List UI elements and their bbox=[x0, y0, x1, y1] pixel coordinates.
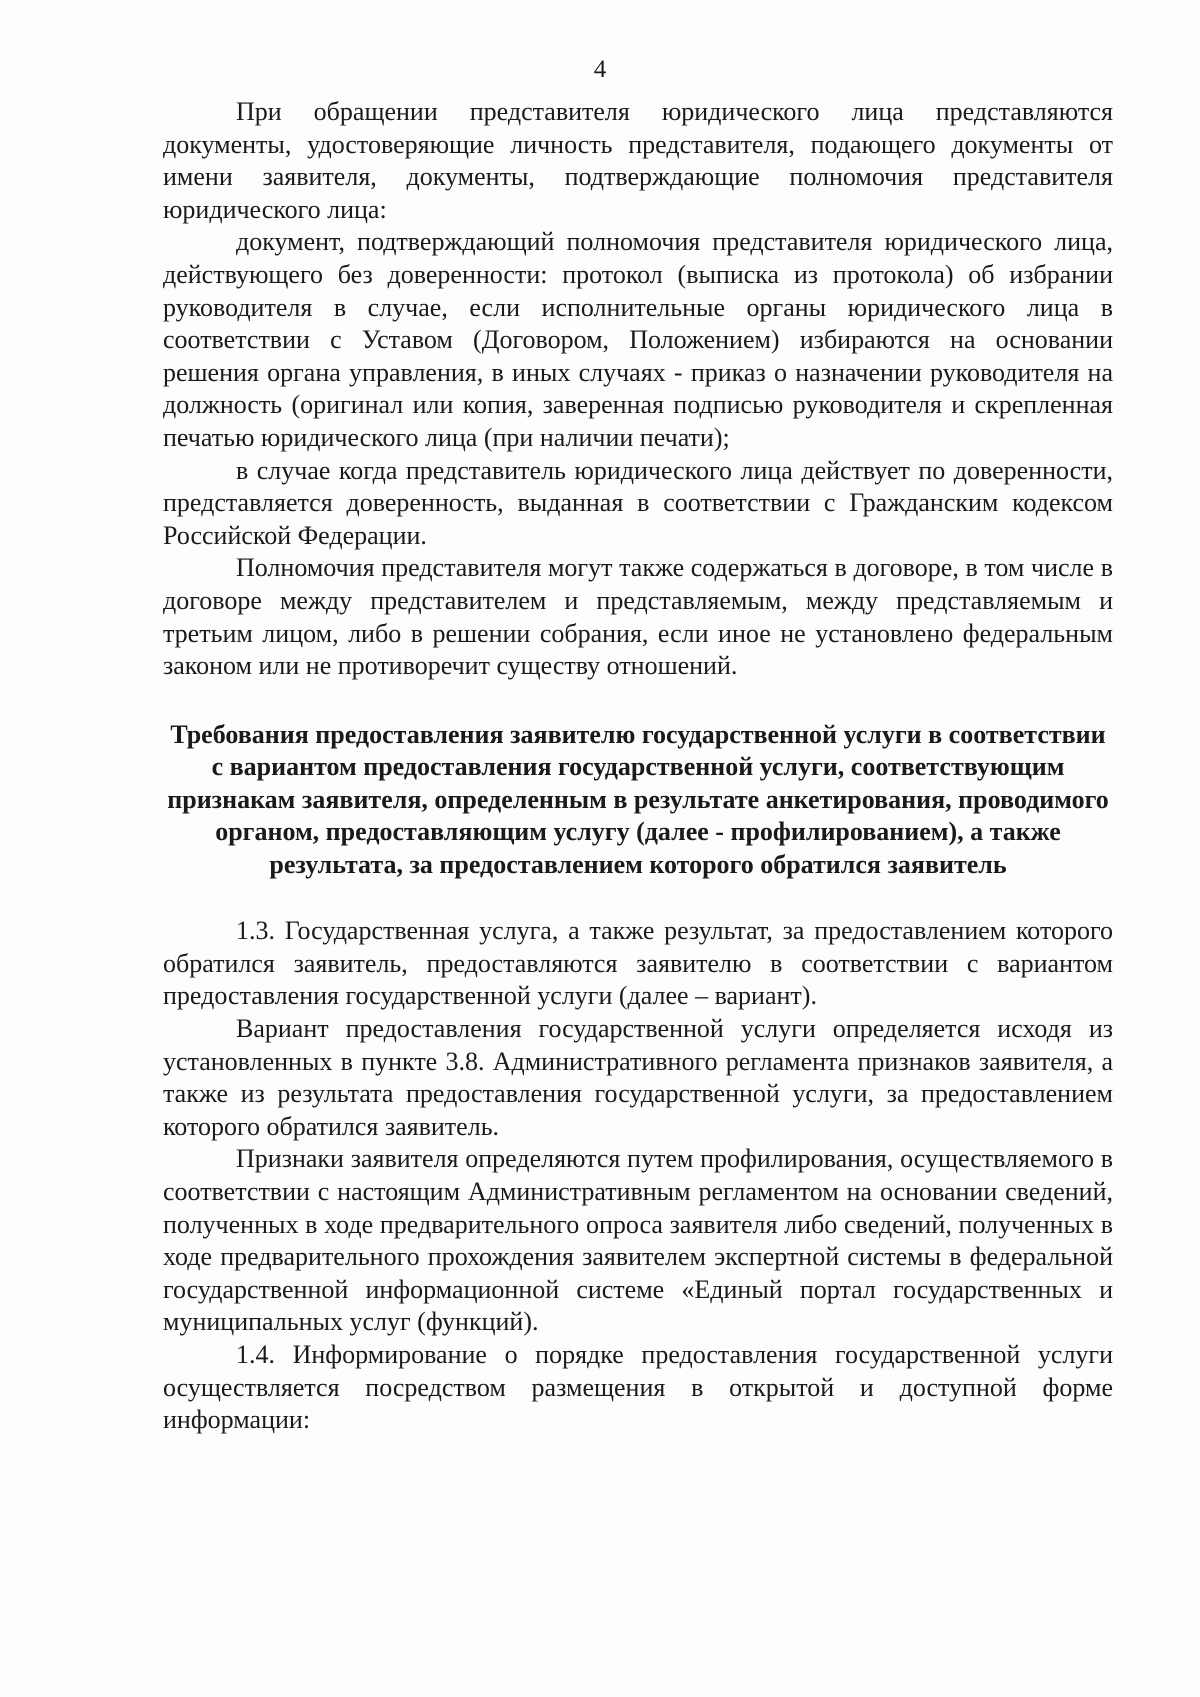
section-heading: Требования предоставления заявителю государственной услуги в соответствии с вариантом предоставления государственной услуги, соответствующим признакам заявителя, определенным в результате анкетирования, проводимого органом, предоставляющим услугу (далее - профилированием), а также результата, за предоставлением которого обратился заявитель bbox=[167, 719, 1109, 879]
paragraph-1-4: 1.4. Информирование о порядке предоставления государственной услуги осуществляется посредством размещения в открытой и доступной форме информации: bbox=[163, 1339, 1113, 1435]
paragraph-1-3: 1.3. Государственная услуга, а также результат, за предоставлением которого обратился заявитель, предоставляются заявителю в соответствии с вариантом предоставления государственной услуги (далее – вариант). bbox=[163, 916, 1113, 1011]
paragraph-applicant-attributes: Признаки заявителя определяются путем профилирования, осуществляемого в соответствии с настоящим Административным регламентом на основании сведений, полученных в ходе предварительного опроса заявителя либо сведений, полученных в ходе предварительного прохождения заявителем экспертной системы в федеральной государственной информационной системе «Единый портал государственных и муниципальных услуг (функций). bbox=[163, 1144, 1113, 1337]
paragraph-power-of-attorney: в случае когда представитель юридического лица действует по доверенности, представляется доверенность, выданная в соответствии с Гражданским кодексом Российской Федерации. bbox=[163, 455, 1113, 550]
document-body bbox=[163, 96, 1113, 1437]
paragraph-representative-authority: Полномочия представителя могут также содержаться в договоре, в том числе в договоре между представителем и представляемым, между представляемым и третьим лицом, либо в решении собрания, если иное не установлено федеральным законом или не противоречит существу отношений. bbox=[163, 553, 1113, 681]
paragraph-variant-definition: Вариант предоставления государственной услуги определяется исходя из установленных в пункте 3.8. Административного регламента признаков заявителя, а также из результата предоставления государственной услуги, за предоставлением которого обратился заявитель. bbox=[163, 1013, 1113, 1141]
page-number: 4 bbox=[593, 56, 607, 83]
paragraph-authority-document: документ, подтверждающий полномочия представителя юридического лица, действующего без доверенности: протокол (выписка из протокола) об избрании руководителя в случае, если исполнительные органы юридического лица в соответствии с Уставом (Договором, Положением) избираются на основании решения органа управления, в иных случаях - приказ о назначении руководителя на должность (оригинал или копия, заверенная подписью руководителя и скрепленная печатью юридического лица (при наличии печати); bbox=[163, 227, 1113, 452]
paragraph-legal-entity-representative: При обращении представителя юридического лица представляются документы, удостоверяющие личность представителя, подающего документы от имени заявителя, документы, подтверждающие полномочия представителя юридического лица: bbox=[163, 97, 1113, 224]
